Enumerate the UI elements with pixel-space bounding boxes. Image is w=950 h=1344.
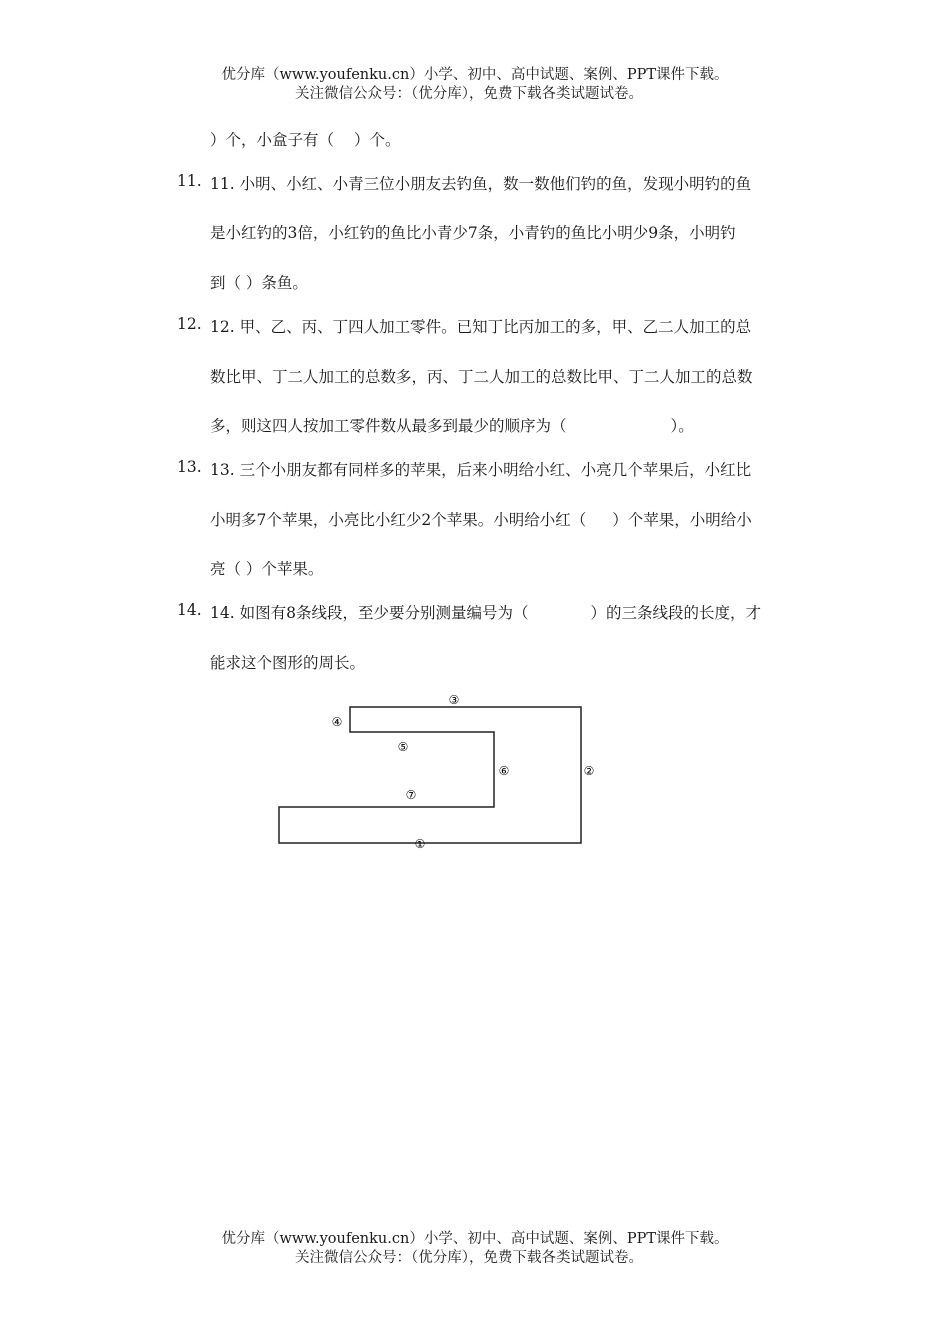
q13-line-3: 亮（ ）个苹果。 [210, 560, 324, 578]
q13-line-2a: 小明多7个苹果，小亮比小红少2个苹果。小明给小红（ [210, 511, 587, 529]
label-4: ④ [331, 715, 343, 729]
q14-number: 14. [177, 601, 202, 619]
q12-line-3b: ）。 [670, 417, 694, 435]
label-3: ③ [448, 693, 460, 707]
header-line-2: 关注微信公众号：（优分库），免费下载各类试题试卷。 [295, 86, 643, 102]
q12-line-2: 数比甲、丁二人加工的总数多，丙、丁二人加工的总数比甲、丁二人加工的总数 [210, 368, 753, 386]
q11-line-1: 11. 小明、小红、小青三位小朋友去钓鱼，数一数他们钓的鱼，发现小明钓的鱼 [210, 175, 752, 193]
q13-line-2b: ）个苹果，小明给小 [612, 511, 752, 529]
q11-line-2: 是小红钓的3倍，小红钓的鱼比小青少7条，小青钓的鱼比小明少9条，小明钓 [210, 224, 736, 242]
q14-line-1b: ）的三条线段的长度，才 [590, 604, 761, 622]
page-footer [0, 1230, 950, 1268]
label-7: ⑦ [405, 788, 417, 802]
figure-outline [279, 707, 581, 843]
q14-line-1a: 14. 如图有8条线段，至少要分别测量编号为（ [210, 604, 529, 622]
continuation-text-a: ）个，小盒子有（ [210, 131, 335, 149]
q12-number: 12. [177, 315, 202, 333]
label-2: ② [583, 764, 595, 778]
footer-line-1: 优分库（www.youfenku.cn）小学、初中、高中试题、案例、PPT课件下载。 [221, 1231, 729, 1247]
q12-line-3a: 多，则这四人按加工零件数从最多到最少的顺序为（ [210, 417, 567, 435]
q13-line-1: 13. 三个小朋友都有同样多的苹果，后来小明给小红、小亮几个苹果后，小红比 [210, 461, 752, 479]
header-line-1: 优分库（www.youfenku.cn）小学、初中、高中试题、案例、PPT课件下载。 [221, 67, 729, 83]
q11-number: 11. [177, 172, 202, 190]
label-1: ① [414, 837, 426, 851]
footer-line-2: 关注微信公众号：（优分库），免费下载各类试题试卷。 [295, 1250, 643, 1266]
label-6: ⑥ [498, 764, 510, 778]
label-5: ⑤ [397, 740, 409, 754]
q13-number: 13. [177, 458, 202, 476]
q11-line-3: 到（ ）条鱼。 [210, 274, 308, 292]
q14-line-2: 能求这个图形的周长。 [210, 654, 366, 672]
continuation-text-b: ）个。 [354, 131, 401, 149]
q12-line-1: 12. 甲、乙、丙、丁四人加工零件。已知丁比丙加工的多，甲、乙二人加工的总 [210, 318, 752, 336]
